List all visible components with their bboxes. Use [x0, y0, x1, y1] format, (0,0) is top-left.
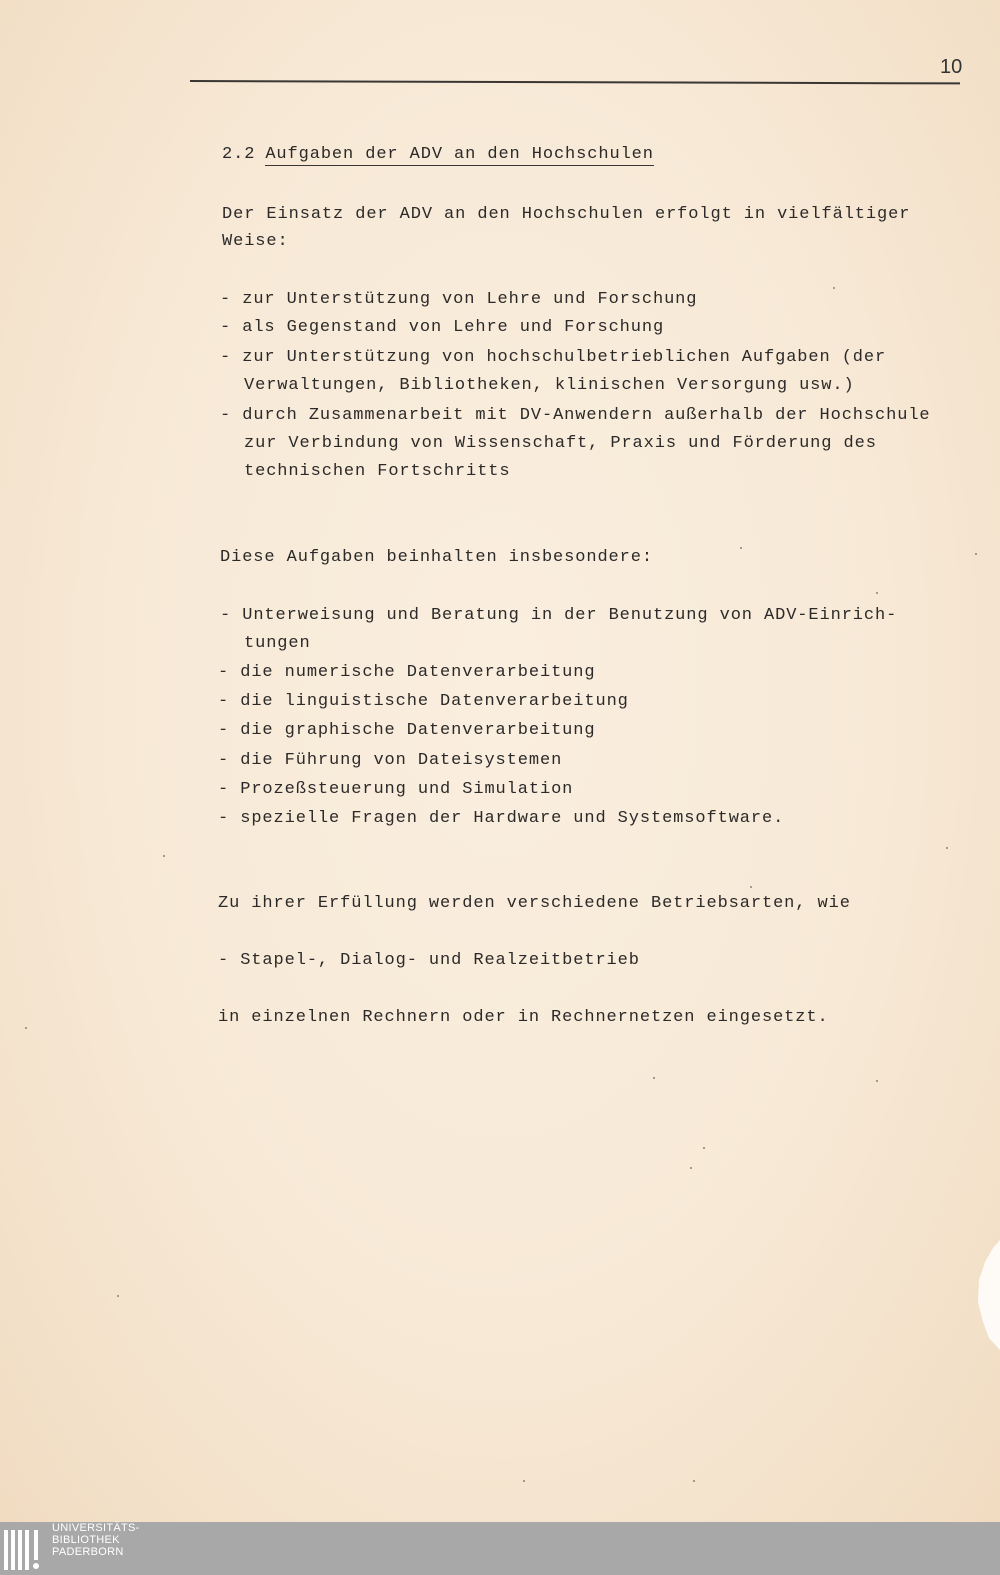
- header-rule: [190, 80, 960, 84]
- list-text: tungen: [244, 634, 311, 653]
- list-dash: -: [220, 406, 232, 425]
- list-text: zur Verbindung von Wissenschaft, Praxis und Förderung des: [244, 434, 877, 453]
- paper-speck: [163, 855, 165, 857]
- list2-item: [218, 751, 562, 771]
- list-dash: -: [218, 692, 230, 711]
- list-text: Verwaltungen, Bibliotheken, klinischen Versorgung usw.): [244, 376, 855, 395]
- list-text: zur Unterstützung von hochschulbetrieblichen Aufgaben (der: [242, 348, 887, 367]
- library-name-line: PADERBORN: [52, 1546, 124, 1558]
- tasks-intro: Diese Aufgaben beinhalten insbesondere:: [220, 548, 653, 567]
- list1-item: [220, 290, 697, 310]
- paper-speck: [946, 847, 948, 849]
- list-text: die graphische Datenverarbeitung: [240, 721, 596, 740]
- library-footer: [0, 1522, 1000, 1575]
- list1-item-continuation: [220, 434, 877, 454]
- paper-speck: [876, 592, 878, 594]
- paper-speck: [25, 1027, 27, 1029]
- list-dash: -: [218, 780, 230, 799]
- library-name-line: UNIVERSITÄTS-: [52, 1522, 140, 1534]
- list1-item-continuation: [220, 462, 510, 482]
- list-text: durch Zusammenarbeit mit DV-Anwendern außerhalb der Hochschule: [242, 406, 931, 425]
- list-dash: -: [220, 348, 232, 367]
- paper-speck: [740, 547, 742, 549]
- list-text: die linguistische Datenverarbeitung: [240, 692, 629, 711]
- list1-item: [220, 406, 931, 426]
- list-text: spezielle Fragen der Hardware und Systemsoftware.: [240, 809, 785, 828]
- closing-line-1: Zu ihrer Erfüllung werden verschiedene Betriebsarten, wie: [218, 894, 851, 913]
- list2-item: [218, 809, 784, 829]
- intro-line-2: Weise:: [222, 232, 289, 251]
- library-name: [52, 1522, 140, 1558]
- list2-item: [218, 663, 595, 683]
- list-text: Prozeßsteuerung und Simulation: [240, 780, 574, 799]
- list-dash: -: [220, 318, 232, 337]
- list-text: die numerische Datenverarbeitung: [240, 663, 596, 682]
- closing-item: - Stapel-, Dialog- und Realzeitbetrieb: [218, 951, 640, 970]
- library-name-line: BIBLIOTHEK: [52, 1534, 120, 1546]
- list2-item: [218, 780, 573, 800]
- list-text: technischen Fortschritts: [244, 462, 511, 481]
- list2-item-continuation: [220, 634, 311, 654]
- paper-speck: [693, 1480, 695, 1482]
- paper-speck: [117, 1295, 119, 1297]
- list-dash: -: [218, 751, 230, 770]
- page-number: 10: [940, 56, 963, 78]
- list-text: Unterweisung und Beratung in der Benutzung von ADV-Einrich-: [242, 606, 898, 625]
- closing-line-2: in einzelnen Rechnern oder in Rechnernetzen eingesetzt.: [218, 1008, 829, 1027]
- library-logo-icon: [4, 1530, 48, 1570]
- list2-item: [220, 606, 897, 626]
- paper-speck: [523, 1480, 525, 1482]
- list-dash: -: [218, 809, 230, 828]
- section-heading: [222, 145, 654, 165]
- section-title: Aufgaben der ADV an den Hochschulen: [265, 145, 654, 164]
- list-text: als Gegenstand von Lehre und Forschung: [242, 318, 665, 337]
- section-number: 2.2: [222, 145, 256, 164]
- torn-edge-mark: [975, 1240, 1000, 1350]
- list1-item: [220, 348, 886, 368]
- paper-speck: [653, 1077, 655, 1079]
- list-dash: -: [218, 721, 230, 740]
- intro-line-1: Der Einsatz der ADV an den Hochschulen erfolgt in vielfältiger: [222, 205, 911, 224]
- paper-speck: [833, 287, 835, 289]
- paper-speck: [750, 886, 752, 888]
- paper-speck: [975, 553, 977, 555]
- list1-item-continuation: [220, 376, 855, 396]
- paper-speck: [690, 1167, 692, 1169]
- paper-speck: [703, 1147, 705, 1149]
- list-dash: -: [218, 663, 230, 682]
- list-dash: -: [220, 606, 232, 625]
- list-dash: -: [220, 290, 232, 309]
- paper-speck: [876, 1080, 878, 1082]
- list2-item: [218, 692, 629, 712]
- list-text: zur Unterstützung von Lehre und Forschung: [242, 290, 698, 309]
- list-text: die Führung von Dateisystemen: [240, 751, 563, 770]
- list2-item: [218, 721, 595, 741]
- list1-item: [220, 318, 664, 338]
